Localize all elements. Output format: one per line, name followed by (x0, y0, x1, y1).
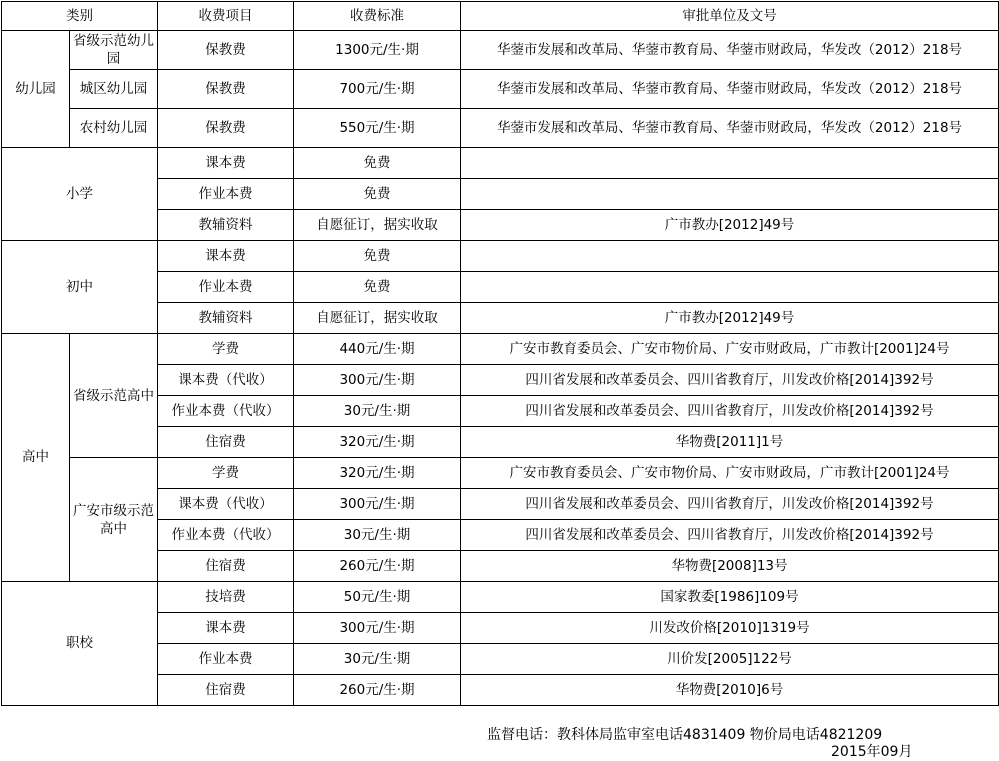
approval-doc: 川发改价格[2010]1319号 (461, 613, 999, 644)
fee-standard: 700元/生·期 (294, 70, 461, 109)
fee-standard: 320元/生·期 (294, 427, 461, 458)
approval-doc: 广安市教育委员会、广安市物价局、广安市财政局，广市教计[2001]24号 (461, 334, 999, 365)
fee-standard: 免费 (294, 241, 461, 272)
subcategory: 农村幼儿园 (70, 109, 158, 148)
publish-date: 2015年09月 (831, 744, 913, 760)
fee-standard: 50元/生·期 (294, 582, 461, 613)
approval-doc: 四川省发展和改革委员会、四川省教育厅，川发改价格[2014]392号 (461, 489, 999, 520)
subcategory: 省级示范幼儿园 (70, 31, 158, 70)
approval-doc: 华蓥市发展和改革局、华蓥市教育局、华蓥市财政局，华发改（2012）218号 (461, 109, 999, 148)
fee-standard: 1300元/生·期 (294, 31, 461, 70)
header-standard: 收费标准 (294, 2, 461, 31)
fee-standard: 300元/生·期 (294, 613, 461, 644)
subcategory: 城区幼儿园 (70, 70, 158, 109)
approval-doc: 四川省发展和改革委员会、四川省教育厅，川发改价格[2014]392号 (461, 396, 999, 427)
fee-item: 作业本费 (158, 179, 294, 210)
table-row (2, 70, 999, 109)
fee-standard: 300元/生·期 (294, 489, 461, 520)
fee-standard: 30元/生·期 (294, 644, 461, 675)
fee-item: 学费 (158, 458, 294, 489)
fee-item: 保教费 (158, 70, 294, 109)
table-row (2, 334, 999, 365)
table-row (2, 458, 999, 489)
table-row (2, 582, 999, 613)
fee-standard: 免费 (294, 179, 461, 210)
fee-item: 保教费 (158, 109, 294, 148)
fee-item: 住宿费 (158, 427, 294, 458)
fee-standard: 免费 (294, 148, 461, 179)
category-senior: 高中 (2, 334, 70, 582)
fee-standard: 免费 (294, 272, 461, 303)
fee-item: 作业本费 (158, 644, 294, 675)
fee-item: 技培费 (158, 582, 294, 613)
fee-item: 教辅资料 (158, 210, 294, 241)
approval-doc (461, 179, 999, 210)
table-row (2, 31, 999, 70)
subcategory: 广安市级示范高中 (70, 458, 158, 582)
approval-doc: 华蓥市发展和改革局、华蓥市教育局、华蓥市财政局，华发改（2012）218号 (461, 31, 999, 70)
fee-item: 教辅资料 (158, 303, 294, 334)
table-row (2, 148, 999, 179)
header-approval: 审批单位及文号 (461, 2, 999, 31)
subcategory: 省级示范高中 (70, 334, 158, 458)
fee-item: 课本费 (158, 241, 294, 272)
approval-doc: 华物费[2011]1号 (461, 427, 999, 458)
approval-doc: 四川省发展和改革委员会、四川省教育厅，川发改价格[2014]392号 (461, 365, 999, 396)
approval-doc (461, 272, 999, 303)
fee-item: 作业本费（代收） (158, 520, 294, 551)
fee-item: 作业本费（代收） (158, 396, 294, 427)
fee-standard: 260元/生·期 (294, 675, 461, 706)
category-junior: 初中 (2, 241, 158, 334)
approval-doc: 华物费[2010]6号 (461, 675, 999, 706)
fee-item: 课本费（代收） (158, 365, 294, 396)
header-item: 收费项目 (158, 2, 294, 31)
approval-doc: 华蓥市发展和改革局、华蓥市教育局、华蓥市财政局，华发改（2012）218号 (461, 70, 999, 109)
header-row (2, 2, 999, 31)
approval-doc: 川价发[2005]122号 (461, 644, 999, 675)
approval-doc: 国家教委[1986]109号 (461, 582, 999, 613)
fee-item: 住宿费 (158, 675, 294, 706)
fee-table (1, 1, 999, 706)
approval-doc: 四川省发展和改革委员会、四川省教育厅，川发改价格[2014]392号 (461, 520, 999, 551)
header-category: 类别 (2, 2, 158, 31)
fee-item: 保教费 (158, 31, 294, 70)
fee-item: 课本费（代收） (158, 489, 294, 520)
supervision-phone-note: 监督电话：教科体局监审室电话4831409 物价局电话4821209 (487, 727, 883, 743)
fee-item: 作业本费 (158, 272, 294, 303)
fee-item: 学费 (158, 334, 294, 365)
table-row (2, 109, 999, 148)
fee-item: 课本费 (158, 148, 294, 179)
fee-standard: 30元/生·期 (294, 396, 461, 427)
fee-item: 课本费 (158, 613, 294, 644)
fee-item: 住宿费 (158, 551, 294, 582)
category-primary: 小学 (2, 148, 158, 241)
fee-standard: 自愿征订，据实收取 (294, 210, 461, 241)
approval-doc (461, 241, 999, 272)
fee-standard: 300元/生·期 (294, 365, 461, 396)
fee-standard: 260元/生·期 (294, 551, 461, 582)
fee-standard: 自愿征订，据实收取 (294, 303, 461, 334)
approval-doc: 广市教办[2012]49号 (461, 303, 999, 334)
fee-standard: 30元/生·期 (294, 520, 461, 551)
approval-doc: 广安市教育委员会、广安市物价局、广安市财政局，广市教计[2001]24号 (461, 458, 999, 489)
approval-doc: 华物费[2008]13号 (461, 551, 999, 582)
approval-doc (461, 148, 999, 179)
category-vocational: 职校 (2, 582, 158, 706)
approval-doc: 广市教办[2012]49号 (461, 210, 999, 241)
fee-standard: 440元/生·期 (294, 334, 461, 365)
fee-standard: 320元/生·期 (294, 458, 461, 489)
table-row (2, 241, 999, 272)
category-kindergarten: 幼儿园 (2, 31, 70, 148)
fee-standard: 550元/生·期 (294, 109, 461, 148)
